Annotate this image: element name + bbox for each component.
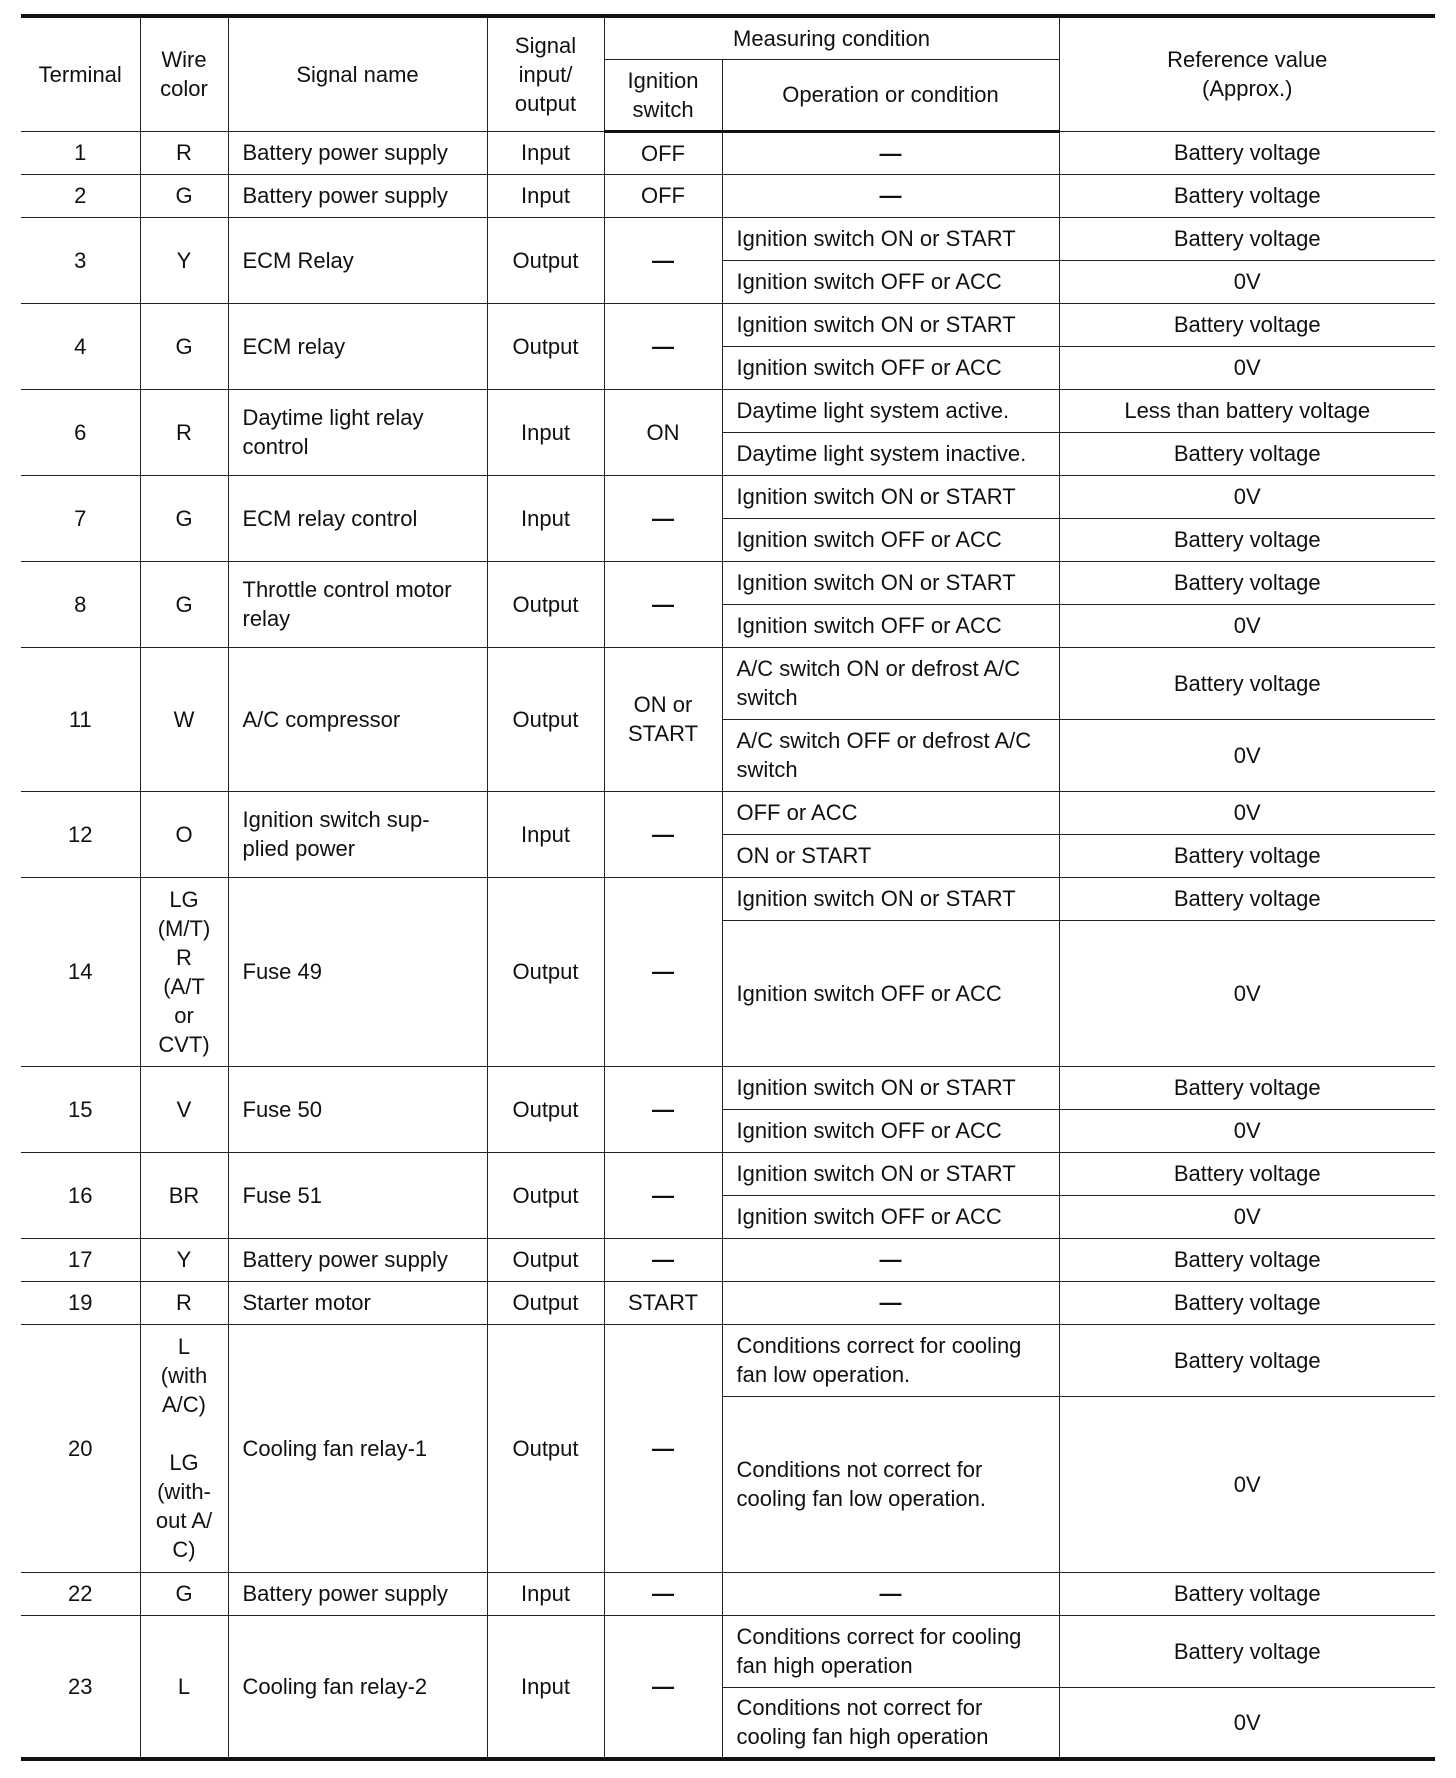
table-body xyxy=(21,131,1435,1759)
reference-value-cell: Battery voltage xyxy=(1059,1572,1435,1615)
reference-value-cell: Battery voltage xyxy=(1059,834,1435,877)
reference-value-cell: Battery voltage xyxy=(1059,518,1435,561)
reference-value-cell: 0V xyxy=(1059,1109,1435,1152)
signal-name-cell: Battery power supply xyxy=(228,1238,487,1281)
reference-value-cell: Less than battery voltage xyxy=(1059,389,1435,432)
reference-value-cell: Battery voltage xyxy=(1059,1238,1435,1281)
reference-value-cell: Battery voltage xyxy=(1059,432,1435,475)
ignition-switch-cell: — xyxy=(604,1572,722,1615)
terminal-cell: 12 xyxy=(21,791,140,877)
operation-condition-cell: — xyxy=(722,1238,1059,1281)
table-row xyxy=(21,1572,1435,1615)
reference-value-cell: Battery voltage xyxy=(1059,303,1435,346)
reference-value-cell: 0V xyxy=(1059,1687,1435,1759)
wire-color-cell: G xyxy=(140,303,228,389)
terminal-cell: 19 xyxy=(21,1281,140,1324)
signal-name-cell: Ignition switch sup- plied power xyxy=(228,791,487,877)
operation-condition-cell: Conditions correct for cooling fan low operation. xyxy=(722,1324,1059,1396)
ignition-switch-cell: — xyxy=(604,1152,722,1238)
wire-color-cell: Y xyxy=(140,1238,228,1281)
signal-name-cell: Battery power supply xyxy=(228,1572,487,1615)
signal-io-cell: Input xyxy=(487,1572,604,1615)
signal-io-cell: Output xyxy=(487,1238,604,1281)
wire-color-cell: R xyxy=(140,389,228,475)
operation-condition-cell: Ignition switch OFF or ACC xyxy=(722,260,1059,303)
signal-name-cell: Fuse 50 xyxy=(228,1066,487,1152)
ignition-switch-cell: START xyxy=(604,1281,722,1324)
signal-name-cell: ECM relay xyxy=(228,303,487,389)
terminal-cell: 8 xyxy=(21,561,140,647)
terminal-cell: 23 xyxy=(21,1615,140,1759)
signal-name-cell: Fuse 51 xyxy=(228,1152,487,1238)
wire-color-cell: BR xyxy=(140,1152,228,1238)
ignition-switch-cell: — xyxy=(604,475,722,561)
signal-name-cell: Daytime light relay control xyxy=(228,389,487,475)
reference-value-cell: 0V xyxy=(1059,791,1435,834)
signal-name-cell: Battery power supply xyxy=(228,174,487,217)
reference-value-cell: Battery voltage xyxy=(1059,647,1435,719)
table-row xyxy=(21,561,1435,604)
header-ignition-switch: Ignition switch xyxy=(604,59,722,131)
wire-color-cell: V xyxy=(140,1066,228,1152)
signal-io-cell: Output xyxy=(487,1324,604,1572)
operation-condition-cell: — xyxy=(722,1572,1059,1615)
wire-color-cell: L (with A/C) LG (with- out A/ C) xyxy=(140,1324,228,1572)
signal-name-cell: Starter motor xyxy=(228,1281,487,1324)
signal-name-cell: Cooling fan relay-1 xyxy=(228,1324,487,1572)
ignition-switch-cell: — xyxy=(604,303,722,389)
signal-name-cell: ECM relay control xyxy=(228,475,487,561)
wire-color-cell: R xyxy=(140,131,228,174)
reference-value-cell: Battery voltage xyxy=(1059,561,1435,604)
ignition-switch-cell: — xyxy=(604,877,722,1066)
table-row xyxy=(21,1066,1435,1109)
terminal-cell: 1 xyxy=(21,131,140,174)
header-wire-color: Wire color xyxy=(140,16,228,131)
operation-condition-cell: Conditions not correct for cooling fan low operation. xyxy=(722,1396,1059,1572)
wire-color-cell: G xyxy=(140,561,228,647)
header-measuring-condition: Measuring condition xyxy=(604,16,1059,59)
table-row xyxy=(21,647,1435,719)
operation-condition-cell: Daytime light system active. xyxy=(722,389,1059,432)
reference-value-cell: Battery voltage xyxy=(1059,1324,1435,1396)
operation-condition-cell: Conditions not correct for cooling fan high operation xyxy=(722,1687,1059,1759)
signal-io-cell: Output xyxy=(487,1281,604,1324)
signal-name-cell: Battery power supply xyxy=(228,131,487,174)
signal-io-cell: Input xyxy=(487,791,604,877)
signal-name-cell: Fuse 49 xyxy=(228,877,487,1066)
ignition-switch-cell: — xyxy=(604,1238,722,1281)
wire-color-cell: W xyxy=(140,647,228,791)
signal-io-cell: Output xyxy=(487,647,604,791)
table-row xyxy=(21,131,1435,174)
operation-condition-cell: ON or START xyxy=(722,834,1059,877)
signal-io-cell: Output xyxy=(487,1152,604,1238)
table-row xyxy=(21,174,1435,217)
header-signal-io: Signal input/ output xyxy=(487,16,604,131)
terminal-cell: 20 xyxy=(21,1324,140,1572)
signal-name-cell: Cooling fan relay-2 xyxy=(228,1615,487,1759)
terminal-cell: 15 xyxy=(21,1066,140,1152)
table-row xyxy=(21,791,1435,834)
table-row xyxy=(21,475,1435,518)
signal-name-cell: A/C compressor xyxy=(228,647,487,791)
operation-condition-cell: Ignition switch ON or START xyxy=(722,561,1059,604)
ignition-switch-cell: OFF xyxy=(604,131,722,174)
reference-value-cell: 0V xyxy=(1059,260,1435,303)
operation-condition-cell: — xyxy=(722,1281,1059,1324)
terminal-cell: 14 xyxy=(21,877,140,1066)
signal-io-cell: Input xyxy=(487,131,604,174)
signal-io-cell: Output xyxy=(487,217,604,303)
reference-value-cell: 0V xyxy=(1059,920,1435,1066)
operation-condition-cell: Ignition switch OFF or ACC xyxy=(722,604,1059,647)
wire-color-cell: LG (M/T) R (A/T or CVT) xyxy=(140,877,228,1066)
reference-value-cell: 0V xyxy=(1059,346,1435,389)
reference-value-cell: 0V xyxy=(1059,475,1435,518)
ignition-switch-cell: OFF xyxy=(604,174,722,217)
terminal-cell: 16 xyxy=(21,1152,140,1238)
operation-condition-cell: A/C switch OFF or defrost A/C switch xyxy=(722,719,1059,791)
operation-condition-cell: — xyxy=(722,174,1059,217)
terminal-cell: 17 xyxy=(21,1238,140,1281)
wire-color-cell: O xyxy=(140,791,228,877)
header-terminal: Terminal xyxy=(21,16,140,131)
operation-condition-cell: Ignition switch ON or START xyxy=(722,303,1059,346)
operation-condition-cell: OFF or ACC xyxy=(722,791,1059,834)
terminal-cell: 22 xyxy=(21,1572,140,1615)
ignition-switch-cell: — xyxy=(604,217,722,303)
ignition-switch-cell: — xyxy=(604,1324,722,1572)
operation-condition-cell: Ignition switch OFF or ACC xyxy=(722,346,1059,389)
operation-condition-cell: Ignition switch OFF or ACC xyxy=(722,1109,1059,1152)
wire-color-cell: G xyxy=(140,1572,228,1615)
signal-io-cell: Input xyxy=(487,1615,604,1759)
table-row xyxy=(21,1238,1435,1281)
signal-io-cell: Input xyxy=(487,174,604,217)
table-row xyxy=(21,1324,1435,1396)
ignition-switch-cell: — xyxy=(604,791,722,877)
table-row xyxy=(21,389,1435,432)
operation-condition-cell: Ignition switch OFF or ACC xyxy=(722,1195,1059,1238)
operation-condition-cell: Ignition switch OFF or ACC xyxy=(722,920,1059,1066)
reference-value-cell: Battery voltage xyxy=(1059,1152,1435,1195)
wire-color-cell: Y xyxy=(140,217,228,303)
terminal-cell: 2 xyxy=(21,174,140,217)
header-signal-name: Signal name xyxy=(228,16,487,131)
signal-io-cell: Input xyxy=(487,389,604,475)
table-row xyxy=(21,1615,1435,1687)
terminal-cell: 11 xyxy=(21,647,140,791)
table-row xyxy=(21,877,1435,920)
signal-io-cell: Input xyxy=(487,475,604,561)
reference-value-cell: Battery voltage xyxy=(1059,877,1435,920)
wire-color-cell: R xyxy=(140,1281,228,1324)
operation-condition-cell: Ignition switch ON or START xyxy=(722,877,1059,920)
terminal-cell: 3 xyxy=(21,217,140,303)
terminal-cell: 7 xyxy=(21,475,140,561)
signal-io-cell: Output xyxy=(487,1066,604,1152)
terminal-reference-table-wrapper xyxy=(21,14,1435,1761)
reference-value-cell: Battery voltage xyxy=(1059,174,1435,217)
wire-color-cell: G xyxy=(140,475,228,561)
signal-io-cell: Output xyxy=(487,561,604,647)
reference-value-cell: 0V xyxy=(1059,604,1435,647)
operation-condition-cell: Conditions correct for cooling fan high operation xyxy=(722,1615,1059,1687)
reference-value-cell: Battery voltage xyxy=(1059,217,1435,260)
wire-color-cell: L xyxy=(140,1615,228,1759)
terminal-cell: 4 xyxy=(21,303,140,389)
table-row xyxy=(21,1152,1435,1195)
signal-name-cell: ECM Relay xyxy=(228,217,487,303)
table-header xyxy=(21,16,1435,131)
header-operation-condition: Operation or condition xyxy=(722,59,1059,131)
ignition-switch-cell: — xyxy=(604,561,722,647)
reference-value-cell: 0V xyxy=(1059,1195,1435,1238)
reference-value-cell: Battery voltage xyxy=(1059,1066,1435,1109)
table-row xyxy=(21,1281,1435,1324)
reference-value-cell: 0V xyxy=(1059,719,1435,791)
ignition-switch-cell: ON xyxy=(604,389,722,475)
reference-value-cell: Battery voltage xyxy=(1059,1615,1435,1687)
operation-condition-cell: Daytime light system inactive. xyxy=(722,432,1059,475)
operation-condition-cell: Ignition switch ON or START xyxy=(722,475,1059,518)
reference-value-cell: Battery voltage xyxy=(1059,131,1435,174)
operation-condition-cell: Ignition switch ON or START xyxy=(722,1066,1059,1109)
operation-condition-cell: A/C switch ON or defrost A/C switch xyxy=(722,647,1059,719)
ignition-switch-cell: ON or START xyxy=(604,647,722,791)
table-row xyxy=(21,217,1435,260)
ignition-switch-cell: — xyxy=(604,1615,722,1759)
operation-condition-cell: Ignition switch ON or START xyxy=(722,1152,1059,1195)
wire-color-cell: G xyxy=(140,174,228,217)
operation-condition-cell: — xyxy=(722,131,1059,174)
reference-value-cell: 0V xyxy=(1059,1396,1435,1572)
reference-value-cell: Battery voltage xyxy=(1059,1281,1435,1324)
operation-condition-cell: Ignition switch OFF or ACC xyxy=(722,518,1059,561)
header-reference-value: Reference value (Approx.) xyxy=(1059,16,1435,131)
signal-io-cell: Output xyxy=(487,877,604,1066)
signal-name-cell: Throttle control motor relay xyxy=(228,561,487,647)
terminal-cell: 6 xyxy=(21,389,140,475)
ignition-switch-cell: — xyxy=(604,1066,722,1152)
table-row xyxy=(21,303,1435,346)
signal-io-cell: Output xyxy=(487,303,604,389)
operation-condition-cell: Ignition switch ON or START xyxy=(722,217,1059,260)
terminal-reference-table xyxy=(21,14,1435,1761)
